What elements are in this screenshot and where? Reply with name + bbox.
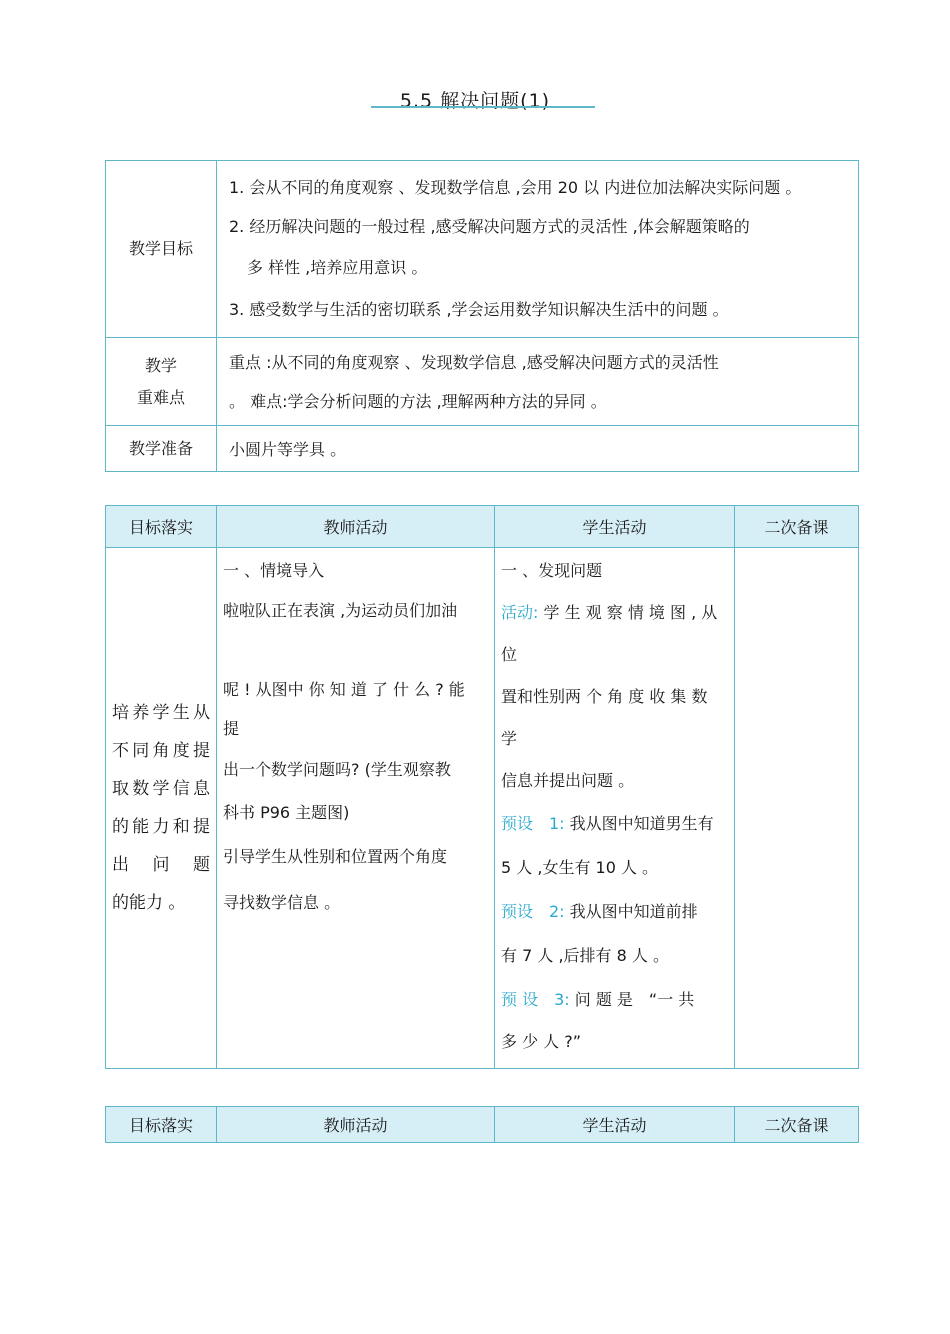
difficult-point: 。 难点:学会分析问题的方法 ,理解两种方法的异同 。 bbox=[229, 391, 607, 411]
student-cell bbox=[495, 548, 735, 1069]
title-underline bbox=[371, 106, 595, 108]
student-line: 置和性别两 个 角 度 收 集 数 bbox=[501, 687, 708, 706]
key-label-line2: 重难点 bbox=[136, 387, 185, 407]
preset-1 bbox=[501, 808, 728, 840]
student-line: 有 7 人 ,后排有 8 人 。 bbox=[501, 946, 669, 965]
goal-cell bbox=[106, 548, 217, 1069]
page-title: 5.5 解决问题(1) bbox=[399, 90, 551, 112]
continuation-table bbox=[105, 1106, 859, 1143]
preset-3-text: 问 题 是 “一 共 bbox=[569, 990, 695, 1009]
header-teacher: 教师活动 bbox=[217, 1107, 495, 1143]
header-teacher: 教师活动 bbox=[217, 506, 495, 548]
goal-line: 出 问 题 bbox=[112, 855, 210, 875]
activity-header-row bbox=[106, 506, 859, 548]
student-line: 位 bbox=[501, 645, 518, 664]
prep-label: 教学准备 bbox=[106, 426, 217, 472]
goal-1: 1. 会从不同的角度观察 、发现数学信息 ,会用 20 以 内进位加法解决实际问题 。 bbox=[229, 178, 802, 197]
teacher-line: 寻找数学信息 。 bbox=[223, 893, 341, 912]
prep-row bbox=[106, 426, 859, 472]
preset-2-text: 我从图中知道前排 bbox=[564, 902, 698, 921]
activity-label: 活动: bbox=[501, 603, 539, 622]
header-goal: 目标落实 bbox=[106, 1107, 217, 1143]
teacher-line: 呢 ! 从图中 你 知 道 了 什 么 ? 能 bbox=[223, 680, 465, 699]
key-points-content bbox=[217, 338, 859, 426]
goal-line: 的能力和提 bbox=[112, 817, 210, 837]
key-points-row bbox=[106, 338, 859, 426]
goal-line: 不同角度提 bbox=[112, 741, 210, 761]
student-heading: 一 、发现问题 bbox=[501, 561, 603, 580]
goal-2-cont: 多 样性 ,培养应用意识 。 bbox=[247, 258, 428, 277]
header-student: 学生活动 bbox=[495, 1107, 735, 1143]
goals-row bbox=[106, 161, 859, 338]
teacher-line: 科书 P96 主题图) bbox=[223, 803, 350, 822]
activity-text: 学 生 观 察 情 境 图 , 从 bbox=[538, 603, 718, 622]
notes-cell bbox=[735, 548, 859, 1069]
teacher-line: 一 、情境导入 bbox=[223, 561, 325, 580]
goal-3: 3. 感受数学与生活的密切联系 ,学会运用数学知识解决生活中的问题 。 bbox=[229, 300, 729, 319]
preset-2-label: 预设 2: bbox=[501, 902, 565, 921]
teacher-line: 出一个数学问题吗? (学生观察教 bbox=[223, 760, 451, 779]
teacher-line: 提 bbox=[223, 719, 240, 738]
activity-body-row bbox=[106, 548, 859, 1069]
goals-label: 教学目标 bbox=[106, 161, 217, 338]
student-line: 多 少 人 ?” bbox=[501, 1032, 582, 1051]
header-student: 学生活动 bbox=[495, 506, 735, 548]
header-goal: 目标落实 bbox=[106, 506, 217, 548]
header-notes: 二次备课 bbox=[735, 1107, 859, 1143]
teacher-line: 啦啦队正在表演 ,为运动员们加油 bbox=[223, 601, 458, 620]
preset-1-label: 预设 1: bbox=[501, 814, 565, 833]
student-activity bbox=[501, 586, 728, 640]
preset-3 bbox=[501, 984, 728, 1016]
continuation-header-row bbox=[106, 1107, 859, 1143]
goals-content bbox=[217, 161, 859, 338]
key-point: 重点 :从不同的角度观察 、发现数学信息 ,感受解决问题方式的灵活性 bbox=[229, 352, 719, 372]
teacher-line: 引导学生从性别和位置两个角度 bbox=[223, 847, 448, 866]
student-line: 学 bbox=[501, 729, 518, 748]
preset-2 bbox=[501, 896, 728, 928]
prep-content: 小圆片等学具 。 bbox=[217, 426, 859, 472]
student-line: 5 人 ,女生有 10 人 。 bbox=[501, 858, 659, 877]
goal-line: 的能力 。 bbox=[112, 893, 186, 913]
goal-line: 培养学生从 bbox=[112, 703, 210, 723]
header-notes: 二次备课 bbox=[735, 506, 859, 548]
preset-3-label: 预 设 3: bbox=[501, 990, 570, 1009]
preset-1-text: 我从图中知道男生有 bbox=[564, 814, 714, 833]
key-label bbox=[106, 338, 217, 426]
info-table bbox=[105, 160, 859, 472]
student-line: 信息并提出问题 。 bbox=[501, 771, 635, 790]
goal-2: 2. 经历解决问题的一般过程 ,感受解决问题方式的灵活性 ,体会解题策略的 bbox=[229, 217, 750, 236]
activity-table bbox=[105, 505, 859, 1069]
key-label-line1: 教学 bbox=[144, 355, 177, 375]
teacher-cell bbox=[217, 548, 495, 1069]
goal-line: 取数学信息 bbox=[112, 779, 210, 799]
